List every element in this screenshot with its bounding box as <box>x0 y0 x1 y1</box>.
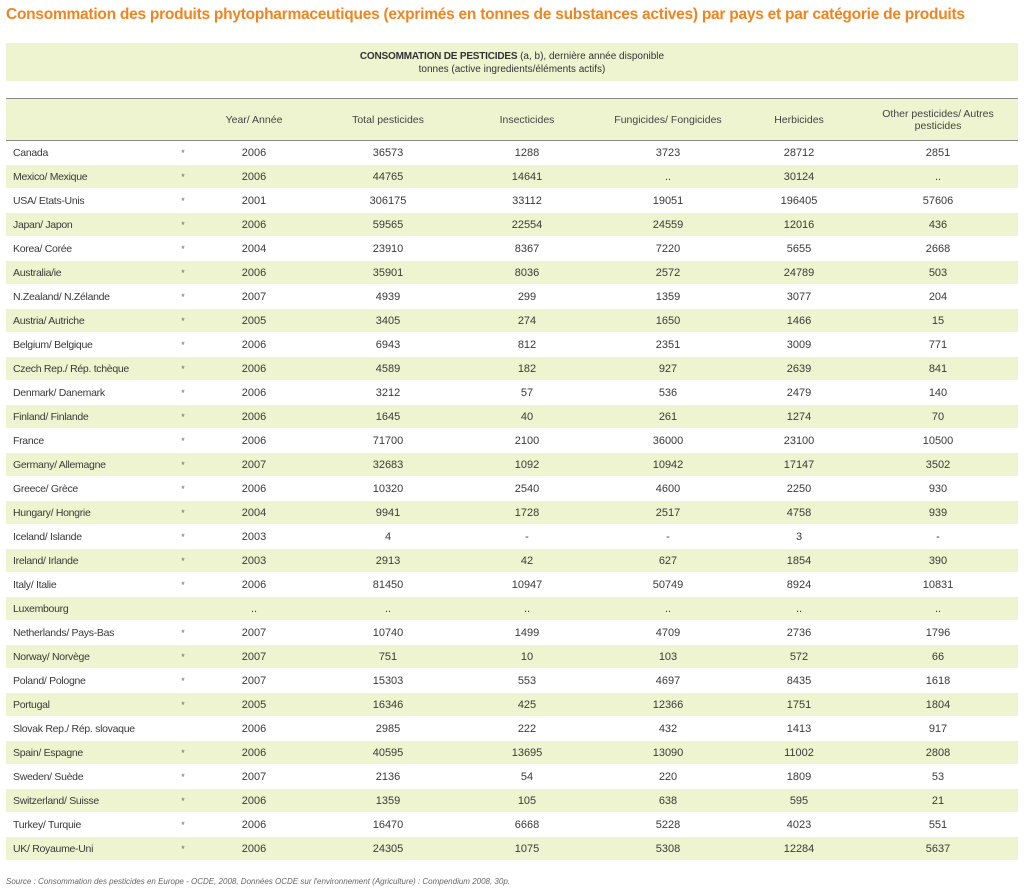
value-cell: 70 <box>858 405 1018 429</box>
value-cell: 16346 <box>318 693 458 717</box>
note-marker: * <box>176 549 190 573</box>
value-cell: 1804 <box>858 693 1018 717</box>
value-cell: 1413 <box>740 717 858 741</box>
column-header: Other pesticides/ Autres pesticides <box>858 99 1018 141</box>
value-cell: 3009 <box>740 333 858 357</box>
value-cell: 1728 <box>458 501 596 525</box>
value-cell: 196405 <box>740 189 858 213</box>
note-marker: * <box>176 765 190 789</box>
value-cell: 3077 <box>740 285 858 309</box>
table-row <box>6 645 1018 669</box>
value-cell: 32683 <box>318 453 458 477</box>
note-marker: * <box>176 645 190 669</box>
table-row <box>6 525 1018 549</box>
value-cell: 5308 <box>596 837 740 861</box>
value-cell: 22554 <box>458 213 596 237</box>
value-cell: 222 <box>458 717 596 741</box>
value-cell: .. <box>458 597 596 621</box>
note-marker: * <box>176 165 190 189</box>
value-cell: 36000 <box>596 429 740 453</box>
value-cell: 1359 <box>596 285 740 309</box>
value-cell: 3502 <box>858 453 1018 477</box>
country-cell: Hungary/ Hongrie <box>6 501 176 525</box>
value-cell: 2006 <box>190 789 318 813</box>
column-header <box>6 99 176 141</box>
country-cell: UK/ Royaume-Uni <box>6 837 176 861</box>
value-cell: 204 <box>858 285 1018 309</box>
value-cell: 8036 <box>458 261 596 285</box>
country-cell: Netherlands/ Pays-Bas <box>6 621 176 645</box>
table-row <box>6 333 1018 357</box>
value-cell: 2003 <box>190 549 318 573</box>
value-cell: 12284 <box>740 837 858 861</box>
value-cell: 103 <box>596 645 740 669</box>
value-cell: 390 <box>858 549 1018 573</box>
country-cell: Slovak Rep./ Rép. slovaque <box>6 717 176 741</box>
table-row <box>6 477 1018 501</box>
value-cell: 42 <box>458 549 596 573</box>
value-cell: 10500 <box>858 429 1018 453</box>
value-cell: 2006 <box>190 357 318 381</box>
value-cell: 1796 <box>858 621 1018 645</box>
value-cell: 627 <box>596 549 740 573</box>
value-cell: 21 <box>858 789 1018 813</box>
value-cell: 30124 <box>740 165 858 189</box>
note-marker: * <box>176 453 190 477</box>
value-cell: 8367 <box>458 237 596 261</box>
note-marker: * <box>176 405 190 429</box>
table-row <box>6 405 1018 429</box>
value-cell: 5637 <box>858 837 1018 861</box>
value-cell: 15303 <box>318 669 458 693</box>
caption-line-1 <box>6 50 1018 63</box>
source-note: Source : Consommation des pesticides en Europe - OCDE, 2008, Données OCDE sur l'environnement (Agriculture) : Compendium 2008, 30p. <box>6 877 510 886</box>
value-cell: 10942 <box>596 453 740 477</box>
value-cell: 917 <box>858 717 1018 741</box>
note-marker: * <box>176 261 190 285</box>
value-cell: 751 <box>318 645 458 669</box>
note-marker: * <box>176 237 190 261</box>
note-marker: * <box>176 285 190 309</box>
value-cell: 44765 <box>318 165 458 189</box>
value-cell: 4758 <box>740 501 858 525</box>
note-marker: * <box>176 213 190 237</box>
value-cell: 2006 <box>190 405 318 429</box>
value-cell: 3723 <box>596 141 740 165</box>
value-cell: 2006 <box>190 837 318 861</box>
note-marker: * <box>176 429 190 453</box>
country-cell: Korea/ Corée <box>6 237 176 261</box>
value-cell: 220 <box>596 765 740 789</box>
value-cell: 24789 <box>740 261 858 285</box>
value-cell: 2668 <box>858 237 1018 261</box>
value-cell: 2736 <box>740 621 858 645</box>
value-cell: 40 <box>458 405 596 429</box>
note-marker: * <box>176 669 190 693</box>
value-cell: 59565 <box>318 213 458 237</box>
country-cell: Italy/ Italie <box>6 573 176 597</box>
note-marker: * <box>176 789 190 813</box>
value-cell: 939 <box>858 501 1018 525</box>
table-row <box>6 837 1018 861</box>
value-cell: 4589 <box>318 357 458 381</box>
value-cell: 53 <box>858 765 1018 789</box>
value-cell: 9941 <box>318 501 458 525</box>
value-cell: 2250 <box>740 477 858 501</box>
country-cell: Japan/ Japon <box>6 213 176 237</box>
value-cell: 4023 <box>740 813 858 837</box>
column-header: Year/ Année <box>190 99 318 141</box>
value-cell: 10320 <box>318 477 458 501</box>
country-cell: Norway/ Norvège <box>6 645 176 669</box>
value-cell: - <box>458 525 596 549</box>
value-cell: 8924 <box>740 573 858 597</box>
note-marker: * <box>176 813 190 837</box>
value-cell: 40595 <box>318 741 458 765</box>
value-cell: 927 <box>596 357 740 381</box>
value-cell: 2351 <box>596 333 740 357</box>
value-cell: 2913 <box>318 549 458 573</box>
value-cell: 10 <box>458 645 596 669</box>
country-cell: Australia/ie <box>6 261 176 285</box>
value-cell: 2005 <box>190 693 318 717</box>
value-cell: 503 <box>858 261 1018 285</box>
country-cell: France <box>6 429 176 453</box>
value-cell: 572 <box>740 645 858 669</box>
country-cell: Spain/ Espagne <box>6 741 176 765</box>
table-header-row <box>6 99 1018 141</box>
note-marker: * <box>176 525 190 549</box>
value-cell: 7220 <box>596 237 740 261</box>
value-cell: .. <box>858 165 1018 189</box>
table-row <box>6 597 1018 621</box>
value-cell: 4939 <box>318 285 458 309</box>
value-cell: 4600 <box>596 477 740 501</box>
value-cell: 15 <box>858 309 1018 333</box>
note-marker: * <box>176 741 190 765</box>
value-cell: 2006 <box>190 573 318 597</box>
value-cell: 551 <box>858 813 1018 837</box>
value-cell: 24559 <box>596 213 740 237</box>
value-cell: - <box>596 525 740 549</box>
value-cell: 771 <box>858 333 1018 357</box>
value-cell: 2006 <box>190 381 318 405</box>
value-cell: 299 <box>458 285 596 309</box>
value-cell: 2001 <box>190 189 318 213</box>
country-cell: Mexico/ Mexique <box>6 165 176 189</box>
value-cell: 2006 <box>190 477 318 501</box>
table-row <box>6 429 1018 453</box>
value-cell: 8435 <box>740 669 858 693</box>
note-marker: * <box>176 189 190 213</box>
column-header <box>176 99 190 141</box>
value-cell: 24305 <box>318 837 458 861</box>
value-cell: 28712 <box>740 141 858 165</box>
value-cell: 57 <box>458 381 596 405</box>
country-cell: Switzerland/ Suisse <box>6 789 176 813</box>
note-marker: * <box>176 501 190 525</box>
table-row <box>6 357 1018 381</box>
value-cell: 3212 <box>318 381 458 405</box>
value-cell: 182 <box>458 357 596 381</box>
table-row <box>6 237 1018 261</box>
value-cell: 436 <box>858 213 1018 237</box>
value-cell: 14641 <box>458 165 596 189</box>
country-cell: Germany/ Allemagne <box>6 453 176 477</box>
table-row <box>6 669 1018 693</box>
table-row <box>6 717 1018 741</box>
value-cell: 841 <box>858 357 1018 381</box>
value-cell: 432 <box>596 717 740 741</box>
table-row <box>6 141 1018 165</box>
value-cell: 33112 <box>458 189 596 213</box>
value-cell: 17147 <box>740 453 858 477</box>
table-row <box>6 213 1018 237</box>
value-cell: 2540 <box>458 477 596 501</box>
country-cell: Greece/ Grèce <box>6 477 176 501</box>
value-cell: 2136 <box>318 765 458 789</box>
value-cell: 1809 <box>740 765 858 789</box>
table-row <box>6 741 1018 765</box>
country-cell: Sweden/ Suède <box>6 765 176 789</box>
value-cell: .. <box>596 165 740 189</box>
value-cell: 2004 <box>190 501 318 525</box>
value-cell: 12366 <box>596 693 740 717</box>
value-cell: 4709 <box>596 621 740 645</box>
note-marker <box>176 597 190 621</box>
value-cell: 1650 <box>596 309 740 333</box>
value-cell: 13090 <box>596 741 740 765</box>
note-marker: * <box>176 333 190 357</box>
value-cell: 553 <box>458 669 596 693</box>
value-cell: 66 <box>858 645 1018 669</box>
pesticide-table-container <box>6 98 1018 861</box>
value-cell: 54 <box>458 765 596 789</box>
value-cell: 1466 <box>740 309 858 333</box>
country-cell: N.Zealand/ N.Zélande <box>6 285 176 309</box>
country-cell: Turkey/ Turquie <box>6 813 176 837</box>
column-header: Insecticides <box>458 99 596 141</box>
table-row <box>6 621 1018 645</box>
value-cell: 6943 <box>318 333 458 357</box>
value-cell: 274 <box>458 309 596 333</box>
country-cell: Ireland/ Irlande <box>6 549 176 573</box>
value-cell: 2006 <box>190 213 318 237</box>
note-marker <box>176 717 190 741</box>
value-cell: 10740 <box>318 621 458 645</box>
value-cell: 12016 <box>740 213 858 237</box>
value-cell: 4 <box>318 525 458 549</box>
country-cell: Luxembourg <box>6 597 176 621</box>
country-cell: Austria/ Autriche <box>6 309 176 333</box>
value-cell: 1618 <box>858 669 1018 693</box>
value-cell: 2572 <box>596 261 740 285</box>
value-cell: 2006 <box>190 813 318 837</box>
table-caption <box>6 43 1018 81</box>
value-cell: 2005 <box>190 309 318 333</box>
table-row <box>6 189 1018 213</box>
table-row <box>6 453 1018 477</box>
value-cell: 1075 <box>458 837 596 861</box>
table-row <box>6 813 1018 837</box>
value-cell: 10947 <box>458 573 596 597</box>
value-cell: 2006 <box>190 165 318 189</box>
value-cell: 5655 <box>740 237 858 261</box>
value-cell: 261 <box>596 405 740 429</box>
value-cell: 81450 <box>318 573 458 597</box>
value-cell: 19051 <box>596 189 740 213</box>
column-header: Fungicides/ Fongicides <box>596 99 740 141</box>
value-cell: .. <box>858 597 1018 621</box>
value-cell: 930 <box>858 477 1018 501</box>
value-cell: - <box>858 525 1018 549</box>
value-cell: 1854 <box>740 549 858 573</box>
column-header: Total pesticides <box>318 99 458 141</box>
value-cell: 3405 <box>318 309 458 333</box>
table-row <box>6 573 1018 597</box>
country-cell: Denmark/ Danemark <box>6 381 176 405</box>
value-cell: 11002 <box>740 741 858 765</box>
value-cell: 50749 <box>596 573 740 597</box>
value-cell: 2985 <box>318 717 458 741</box>
value-cell: 306175 <box>318 189 458 213</box>
value-cell: 638 <box>596 789 740 813</box>
value-cell: 2007 <box>190 645 318 669</box>
value-cell: 425 <box>458 693 596 717</box>
table-row <box>6 501 1018 525</box>
value-cell: 105 <box>458 789 596 813</box>
value-cell: 2851 <box>858 141 1018 165</box>
note-marker: * <box>176 141 190 165</box>
value-cell: 2007 <box>190 285 318 309</box>
value-cell: 16470 <box>318 813 458 837</box>
page-title: Consommation des produits phytopharmaceutiques (exprimés en tonnes de substances actives) par pays et par catégorie de produits <box>6 6 965 23</box>
value-cell: 6668 <box>458 813 596 837</box>
value-cell: 140 <box>858 381 1018 405</box>
value-cell: 2479 <box>740 381 858 405</box>
value-cell: 23100 <box>740 429 858 453</box>
value-cell: 1499 <box>458 621 596 645</box>
value-cell: 2004 <box>190 237 318 261</box>
value-cell: .. <box>740 597 858 621</box>
value-cell: 1288 <box>458 141 596 165</box>
value-cell: 2007 <box>190 621 318 645</box>
value-cell: 1751 <box>740 693 858 717</box>
table-row <box>6 309 1018 333</box>
country-cell: Iceland/ Islande <box>6 525 176 549</box>
value-cell: 2007 <box>190 765 318 789</box>
value-cell: 35901 <box>318 261 458 285</box>
value-cell: 5228 <box>596 813 740 837</box>
country-cell: Poland/ Pologne <box>6 669 176 693</box>
country-cell: Canada <box>6 141 176 165</box>
value-cell: 1274 <box>740 405 858 429</box>
column-header: Herbicides <box>740 99 858 141</box>
value-cell: .. <box>190 597 318 621</box>
country-cell: USA/ Etats-Unis <box>6 189 176 213</box>
value-cell: 2007 <box>190 453 318 477</box>
table-row <box>6 381 1018 405</box>
value-cell: 13695 <box>458 741 596 765</box>
value-cell: 2007 <box>190 669 318 693</box>
note-marker: * <box>176 357 190 381</box>
value-cell: 1359 <box>318 789 458 813</box>
table-row <box>6 789 1018 813</box>
note-marker: * <box>176 621 190 645</box>
country-cell: Belgium/ Belgique <box>6 333 176 357</box>
value-cell: 2808 <box>858 741 1018 765</box>
note-marker: * <box>176 573 190 597</box>
value-cell: 10831 <box>858 573 1018 597</box>
value-cell: 36573 <box>318 141 458 165</box>
caption-line-2: tonnes (active ingredients/éléments actifs) <box>418 64 606 75</box>
value-cell: 4697 <box>596 669 740 693</box>
value-cell: 2100 <box>458 429 596 453</box>
value-cell: 2006 <box>190 717 318 741</box>
country-cell: Czech Rep./ Rép. tchèque <box>6 357 176 381</box>
value-cell: 2006 <box>190 333 318 357</box>
value-cell: 2006 <box>190 141 318 165</box>
value-cell: 2006 <box>190 741 318 765</box>
table-row <box>6 285 1018 309</box>
caption-rest: (a, b), dernière année disponible <box>517 51 665 62</box>
value-cell: 536 <box>596 381 740 405</box>
table-row <box>6 165 1018 189</box>
value-cell: .. <box>596 597 740 621</box>
table-row <box>6 693 1018 717</box>
country-cell: Finland/ Finlande <box>6 405 176 429</box>
value-cell: 2006 <box>190 261 318 285</box>
value-cell: 595 <box>740 789 858 813</box>
table-row <box>6 549 1018 573</box>
value-cell: 812 <box>458 333 596 357</box>
value-cell: 57606 <box>858 189 1018 213</box>
value-cell: 71700 <box>318 429 458 453</box>
caption-bold: CONSOMMATION DE PESTICIDES <box>359 51 518 62</box>
note-marker: * <box>176 309 190 333</box>
value-cell: 3 <box>740 525 858 549</box>
note-marker: * <box>176 837 190 861</box>
note-marker: * <box>176 693 190 717</box>
value-cell: 2006 <box>190 429 318 453</box>
value-cell: 23910 <box>318 237 458 261</box>
value-cell: 1645 <box>318 405 458 429</box>
value-cell: 2639 <box>740 357 858 381</box>
note-marker: * <box>176 381 190 405</box>
value-cell: .. <box>318 597 458 621</box>
value-cell: 2517 <box>596 501 740 525</box>
table-row <box>6 261 1018 285</box>
note-marker: * <box>176 477 190 501</box>
pesticide-table <box>6 98 1018 861</box>
value-cell: 2003 <box>190 525 318 549</box>
table-row <box>6 765 1018 789</box>
value-cell: 1092 <box>458 453 596 477</box>
table-body <box>6 141 1018 861</box>
country-cell: Portugal <box>6 693 176 717</box>
